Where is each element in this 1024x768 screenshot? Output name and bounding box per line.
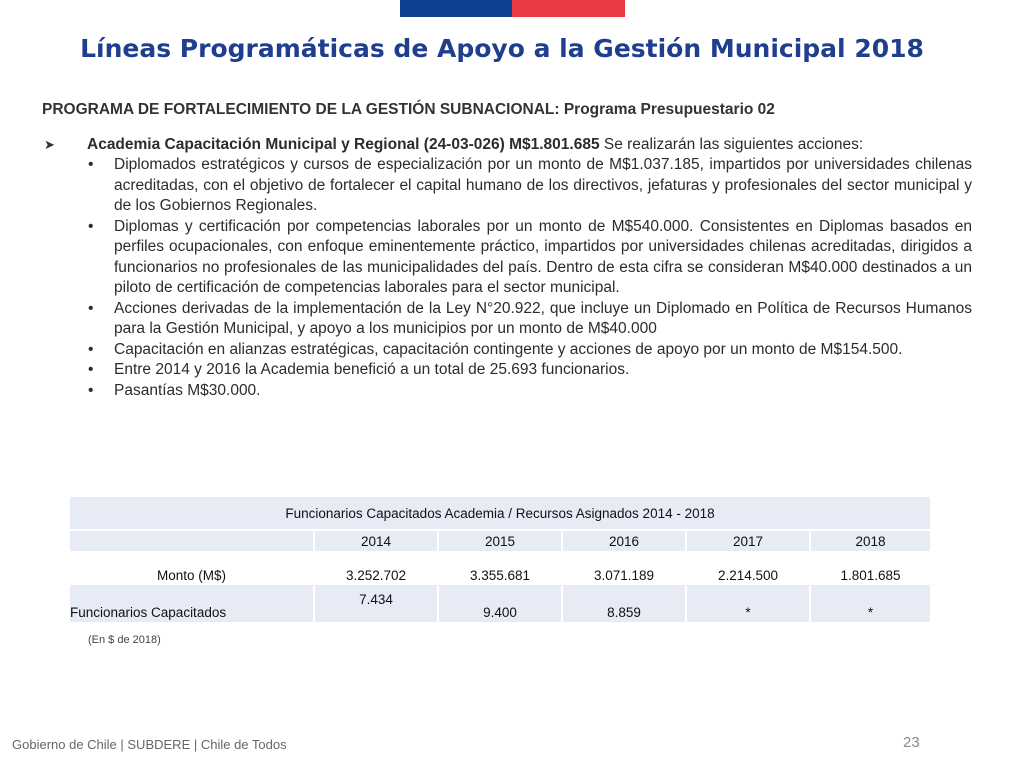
- list-item-text: Diplomas y certificación por competencias laborales por un monto de M$540.000. Consistentes en Diplomas basados en perfiles ocupacionales, con enfoque eminentemente práctico, impartidos por universidades chilenas acreditadas, dirigidos a funcionarios no profesionales de las municipalidades del país. Dentro de esta cifra se consideran M$40.000 destinados a un piloto de certificación de competencias laborales para el sector municipal.: [114, 217, 972, 296]
- table-cell: 8.859: [563, 586, 687, 624]
- footer-text: Gobierno de Chile | SUBDERE | Chile de Todos: [12, 737, 287, 752]
- table-cell: 1.801.685: [811, 553, 932, 586]
- table-header-year: 2017: [687, 531, 811, 553]
- list-item-text: Pasantías M$30.000.: [114, 381, 261, 399]
- bullet-dot-icon: •: [88, 156, 94, 173]
- headline-bold: Academia Capacitación Municipal y Regional (24-03-026) M$1.801.685: [87, 135, 600, 153]
- table-cell: 3.071.189: [563, 553, 687, 586]
- bullet-dot-icon: •: [88, 299, 94, 317]
- table-header-row: [70, 531, 932, 553]
- list-item-text: Entre 2014 y 2016 la Academia benefició a un total de 25.693 funcionarios.: [114, 361, 630, 378]
- table-cell: 3.355.681: [439, 553, 563, 586]
- bullet-dot-icon: •: [88, 217, 94, 235]
- list-item: [42, 381, 972, 402]
- bullet-dot-icon: •: [88, 361, 94, 378]
- table-row-label: Funcionarios Capacitados: [70, 586, 315, 624]
- arrow-bullet-icon: ➤: [44, 136, 55, 152]
- list-item: [42, 217, 972, 299]
- training-table: [70, 497, 932, 624]
- bullet-dot-icon: •: [88, 340, 94, 358]
- list-item-text: Diplomados estratégicos y cursos de especialización por un monto de M$1.037.185, impartidos por universidades chilenas acreditadas, con el objetivo de fortalecer el capital humano de los directivos, jefaturas y profesionales del sector municipal y de los Gobiernos Regionales.: [114, 156, 972, 214]
- table-cell: 7.434: [315, 586, 439, 624]
- table-header-empty: [70, 531, 315, 553]
- program-subtitle: PROGRAMA DE FORTALECIMIENTO DE LA GESTIÓN SUBNACIONAL: Programa Presupuestario 02: [42, 101, 775, 118]
- table-header-year: 2016: [563, 531, 687, 553]
- table-cell: *: [811, 586, 932, 624]
- table-cell: 3.252.702: [315, 553, 439, 586]
- table-cell: 9.400: [439, 586, 563, 624]
- list-item: [42, 299, 972, 340]
- table-row-label: Monto (M$): [70, 553, 315, 586]
- program-headline: [42, 135, 972, 156]
- flag-stripe-red: [512, 0, 625, 17]
- table-note: (En $ de 2018): [88, 634, 161, 646]
- actions-list: [42, 155, 972, 401]
- table-title: Funcionarios Capacitados Academia / Recursos Asignados 2014 - 2018: [70, 497, 932, 531]
- table-cell: *: [687, 586, 811, 624]
- table-row: [70, 586, 932, 624]
- list-item-text: Capacitación en alianzas estratégicas, capacitación contingente y acciones de apoyo por un monto de M$154.500.: [114, 340, 903, 358]
- table-header-year: 2018: [811, 531, 932, 553]
- table-header-year: 2015: [439, 531, 563, 553]
- page-number: 23: [903, 734, 920, 751]
- list-item-text: Acciones derivadas de la implementación de la Ley N°20.922, que incluye un Diplomado en Política de Recursos Humanos para la Gestión Municipal, y apoyo a los municipios por un monto de M$40.000: [114, 299, 972, 337]
- table-row: [70, 553, 932, 586]
- list-item: [42, 340, 972, 361]
- list-item: [42, 360, 972, 381]
- flag-stripe-blue: [400, 0, 512, 17]
- table-header-year: 2014: [315, 531, 439, 553]
- page-title: Líneas Programáticas de Apoyo a la Gestión Municipal 2018: [80, 34, 924, 63]
- table-cell: 2.214.500: [687, 553, 811, 586]
- bullet-dot-icon: •: [88, 381, 94, 399]
- headline-rest: Se realizarán las siguientes acciones:: [599, 135, 864, 153]
- list-item: [42, 155, 972, 217]
- table-title-row: [70, 497, 932, 531]
- content-body: [42, 100, 972, 401]
